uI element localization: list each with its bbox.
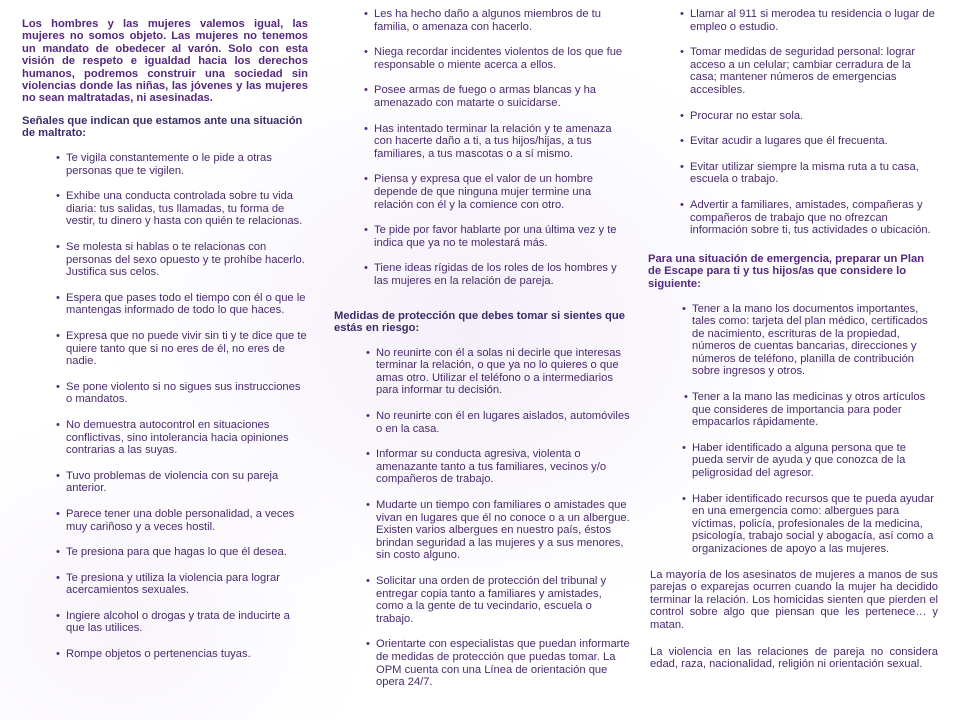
list-item [366,638,630,689]
list-item [364,122,630,161]
list-item [56,329,308,368]
list-item [366,448,630,486]
list-item [364,262,630,287]
column-right [648,8,938,685]
list-item-text: Evitar utilizar siempre la misma ruta a tu casa, escuela o trabajo. [690,160,919,186]
bullet-icon: • [366,499,370,512]
list-item-text: Solicitar una orden de protección del tribunal y entregar copia tanto a familiares y amistades, como a la gente de tu vecindario, escuela o trabajo. [376,575,607,625]
list-item [364,224,630,249]
list-item [56,380,308,406]
list-item-text: Te presiona y utiliza la violencia para lograr acercamientos sexuales. [66,571,280,597]
list-item [56,190,308,228]
bullet-icon: • [680,160,684,173]
list-item [56,418,308,457]
bullet-icon: • [366,575,370,587]
list-item-text: No reunirte con él a solas ni decirle que interesas terminar la relación, o que ya no lo quieres o que amas otro. Utilizar el teléfono o a intermediarios para informar tu decisión. [376,346,622,397]
bullet-icon: • [56,241,60,253]
bullet-icon: • [366,346,370,359]
protection-measures-list [334,347,630,689]
list-item-text: Orientarte con especialistas que puedan informarte de medidas de protección que puedas tomar. La OPM cuenta con una Línea de orientación que opera 24/7. [376,638,630,689]
list-item [684,391,938,429]
list-item [56,507,308,533]
bullet-icon: • [366,410,370,423]
escape-plan-list [648,303,938,556]
list-item-text: Haber identificado recursos que te pueda ayudar en una emergencia como: albergues para víctimas, policía, profesionales de la medicina, psicología, trabajo social y abogacía, así como a organizaciones de apoyo a las mujeres. [692,492,934,555]
list-item-text: No reunirte con él en lugares aislados, automóviles o en la casa. [376,410,630,435]
warning-signs-heading: Señales que indican que estamos ante una situación de maltrato: [22,114,303,140]
list-item [364,46,630,71]
list-item-text: Parece tener una doble personalidad, a veces muy cariñoso y a veces hostil. [66,507,295,533]
list-item-text: No demuestra autocontrol en situaciones conflictivas, sino intolerancia hacia opiniones contrarias a las suyas. [66,418,289,457]
bullet-icon: • [56,507,60,520]
bullet-icon: • [682,441,686,454]
list-item-text: Ingiere alcohol o drogas y trata de inducirte a que las utilices. [66,609,290,635]
list-item-text: Expresa que no puede vivir sin ti y te dice que te quiere tanto que si no eres de él, no eres de nadie. [66,329,307,368]
bullet-icon: • [56,571,60,584]
list-item [680,198,938,237]
list-item-text: Evitar acudir a lugares que él frecuenta. [690,135,888,148]
bullet-icon: • [366,448,370,461]
list-item-text: Te pide por favor hablarte por una última vez y te indica que ya no te molestará más. [374,224,617,249]
list-item-text: Mudarte un tiempo con familiares o amistades que vivan en lugares que él no conoce o a un albergue. Existen varios albergues en nuestro país, éstos brindan seguridad a las mujeres y a sus menores, sin costo alguno. [376,499,630,562]
list-item [56,571,308,597]
bullet-icon: • [366,638,370,651]
list-item-text: Tomar medidas de seguridad personal: lograr acceso a un celular; cambiar cerradura de la casa; mantener números de emergencias accesibles. [690,46,916,96]
list-item-text: Haber identificado a alguna persona que te pueda servir de ayuda y que conozca de la peligrosidad del agresor. [692,441,906,480]
bullet-icon: • [682,492,686,505]
list-item [56,152,308,177]
bullet-icon: • [680,135,684,148]
list-item [680,135,938,148]
list-item-text: Posee armas de fuego o armas blancas y ha amenazado con matarte o suicidarse. [374,84,597,109]
list-item [682,302,938,379]
escape-plan-heading: Para una situación de emergencia, preparar un Plan de Escape para ti y tus hijos/as que considere lo siguiente: [648,252,925,290]
intro-paragraph: Los hombres y las mujeres valemos igual, las mujeres no somos objeto. Las mujeres no tenemos un mandato de obedecer al varón. Solo con esta visión de respeto e igualdad hacia los derechos humanos, podremos construir una sociedad sin violencias donde las niñas, las jóvenes y las mujeres no sean maltratadas, ni asesinadas. [22,18,308,105]
list-item-text: Les ha hecho daño a algunos miembros de tu familia, o amenaza con hacerlo. [374,8,602,33]
list-item-text: Se pone violento si no sigues sus instrucciones o mandatos. [66,380,301,406]
bullet-icon: • [364,173,368,186]
bullet-icon: • [364,84,368,97]
bullet-icon: • [680,198,684,211]
list-item-text: Tener a la mano las medicinas y otros artículos que consideres de importancia para poder empacarlos rápidamente. [692,391,926,429]
bullet-icon: • [56,291,60,304]
list-item [366,346,630,397]
list-item [56,648,308,661]
list-item-text: Rompe objetos o pertenencias tuyas. [66,648,251,661]
list-item-text: Advertir a familiares, amistades, compañeras y compañeros de trabajo que no ofrezcan información sobre ti, tus actividades o ubicación. [690,198,931,237]
list-item [56,469,308,495]
femicide-paragraph: La mayoría de los asesinatos de mujeres a manos de sus parejas o exparejas ocurren cuando la mujer ha decidido terminar la relación. Los homicidas sienten que pierden el control sobre algo que piensan que les pertenece… y matan. [650,568,938,631]
list-item-text: Has intentado terminar la relación y te amenaza con hacerte daño a ti, a tus hijos/hijas, a tus familiares, a tus mascotas o a sí mismo. [374,122,612,160]
list-item [56,291,308,317]
bullet-icon: • [56,648,60,661]
bullet-icon: • [364,122,368,135]
list-item [364,8,630,33]
list-item [680,46,938,96]
bullet-icon: • [56,469,60,482]
list-item [680,109,938,123]
bullet-icon: • [56,152,60,165]
list-item-text: Te vigila constantemente o le pide a otras personas que te vigilen. [66,152,272,177]
list-item [366,575,630,625]
bullet-icon: • [364,224,368,237]
list-item [680,8,938,33]
list-item-text: Piensa y expresa que el valor de un hombre depende de que ninguna mujer termine una relación con él y la comience con otro. [374,173,593,211]
bullet-icon: • [364,262,368,275]
bullet-icon: • [680,109,684,122]
column-middle [334,8,630,702]
bullet-icon: • [56,380,60,393]
column-left [22,8,308,674]
list-item [364,173,630,211]
list-item [56,546,308,559]
violence-scope-paragraph: La violencia en las relaciones de pareja no considera edad, raza, nacionalidad, religión ni orientación sexual. [650,645,938,671]
protection-measures-heading: Medidas de protección que debes tomar si sientes que estás en riesgo: [334,309,625,335]
list-item [366,499,630,562]
list-item [682,441,938,480]
list-item-text: Niega recordar incidentes violentos de los que fue responsable o miente acerca a ellos. [374,46,623,71]
bullet-icon: • [364,8,368,20]
bullet-icon: • [682,302,686,315]
bullet-icon: • [56,418,60,431]
warning-signs-list [22,152,308,661]
list-item-text: Te presiona para que hagas lo que él desea. [66,546,287,559]
list-item [364,84,630,109]
bullet-icon: • [56,546,60,559]
bullet-icon: • [684,391,688,404]
list-item-text: Espera que pases todo el tiempo con él o que le mantengas informado de todo lo que haces. [66,291,306,317]
protection-measures-list-continued [648,8,938,237]
list-item [680,160,938,186]
list-item [682,492,938,556]
list-item-text: Procurar no estar sola. [690,109,804,122]
bullet-icon: • [56,329,60,342]
list-item-text: Tuvo problemas de violencia con su pareja anterior. [66,469,279,495]
list-item-text: Se molesta si hablas o te relacionas con personas del sexo opuesto y te prohíbe hacerlo. Justifica sus celos. [66,241,305,279]
warning-signs-list-continued [334,8,630,288]
list-item-text: Informar su conducta agresiva, violenta o amenazante tanto a tus familiares, vecinos y/o compañeros de trabajo. [376,448,607,486]
bullet-icon: • [680,8,684,20]
list-item [366,410,630,435]
bullet-icon: • [56,190,60,203]
list-item [56,609,308,635]
list-item-text: Tiene ideas rígidas de los roles de los hombres y las mujeres en la relación de pareja. [374,262,617,287]
list-item [56,241,308,279]
bullet-icon: • [56,609,60,622]
list-item-text: Exhibe una conducta controlada sobre tu vida diaria: tus salidas, tus llamadas, tu forma de vestir, tu dinero y hasta con quién te relacionas. [66,190,303,228]
list-item-text: Llamar al 911 si merodea tu residencia o lugar de empleo o estudio. [690,8,935,33]
bullet-icon: • [364,46,368,59]
bullet-icon: • [680,46,684,59]
list-item-text: Tener a la mano los documentos importantes, tales como: tarjeta del plan médico, certificados de nacimiento, escrituras de la propiedad, números de cuentas bancarias, direcciones y números de teléfono, planilla de contribución sobre ingresos y otros. [692,302,928,378]
